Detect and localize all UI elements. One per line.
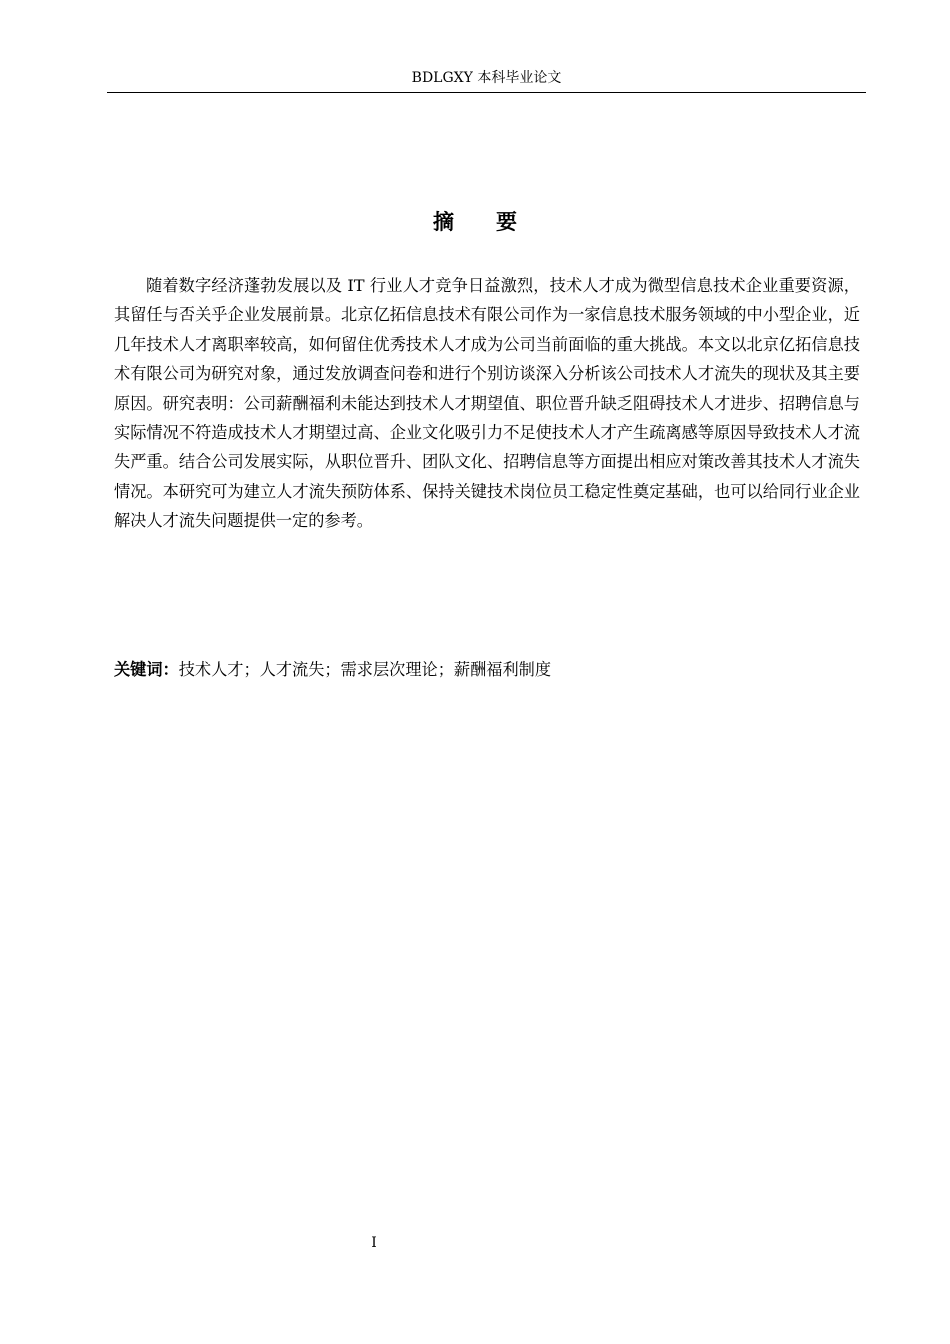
abstract-title: 摘要 xyxy=(433,209,559,234)
abstract-body: 随着数字经济蓬勃发展以及 IT 行业人才竞争日益激烈，技术人才成为微型信息技术企业重要资源，其留任与否关乎企业发展前景。北京亿拓信息技术有限公司作为一家信息技术服务领域的中小型企业，近几年技术人才离职率较高，如何留住优秀技术人才成为公司当前面临的重大挑战。本文以北京亿拓信息技术有限公司为研究对象，通过发放调查问卷和进行个别访谈深入分析该公司技术人才流失的现状及其主要原因。研究表明：公司薪酬福利未能达到技术人才期望值、职位晋升缺乏阻碍技术人才进步、招聘信息与实际情况不符造成技术人才期望过高、企业文化吸引力不足使技术人才产生疏离感等原因导致技术人才流失严重。结合公司发展实际，从职位晋升、团队文化、招聘信息等方面提出相应对策改善其技术人才流失情况。本研究可为建立人才流失预防体系、保持关键技术岗位员工稳定性奠定基础，也可以给同行业企业解决人才流失问题提供一定的参考。 xyxy=(114,276,860,531)
keywords-list: 技术人才；人才流失；需求层次理论；薪酬福利制度 xyxy=(178,660,552,679)
running-header xyxy=(107,68,866,93)
running-header-text: BDLGXY 本科毕业论文 xyxy=(411,70,562,86)
keywords-label: 关键词： xyxy=(114,660,179,679)
page-number: I xyxy=(371,1235,377,1251)
keywords-line xyxy=(114,655,860,684)
